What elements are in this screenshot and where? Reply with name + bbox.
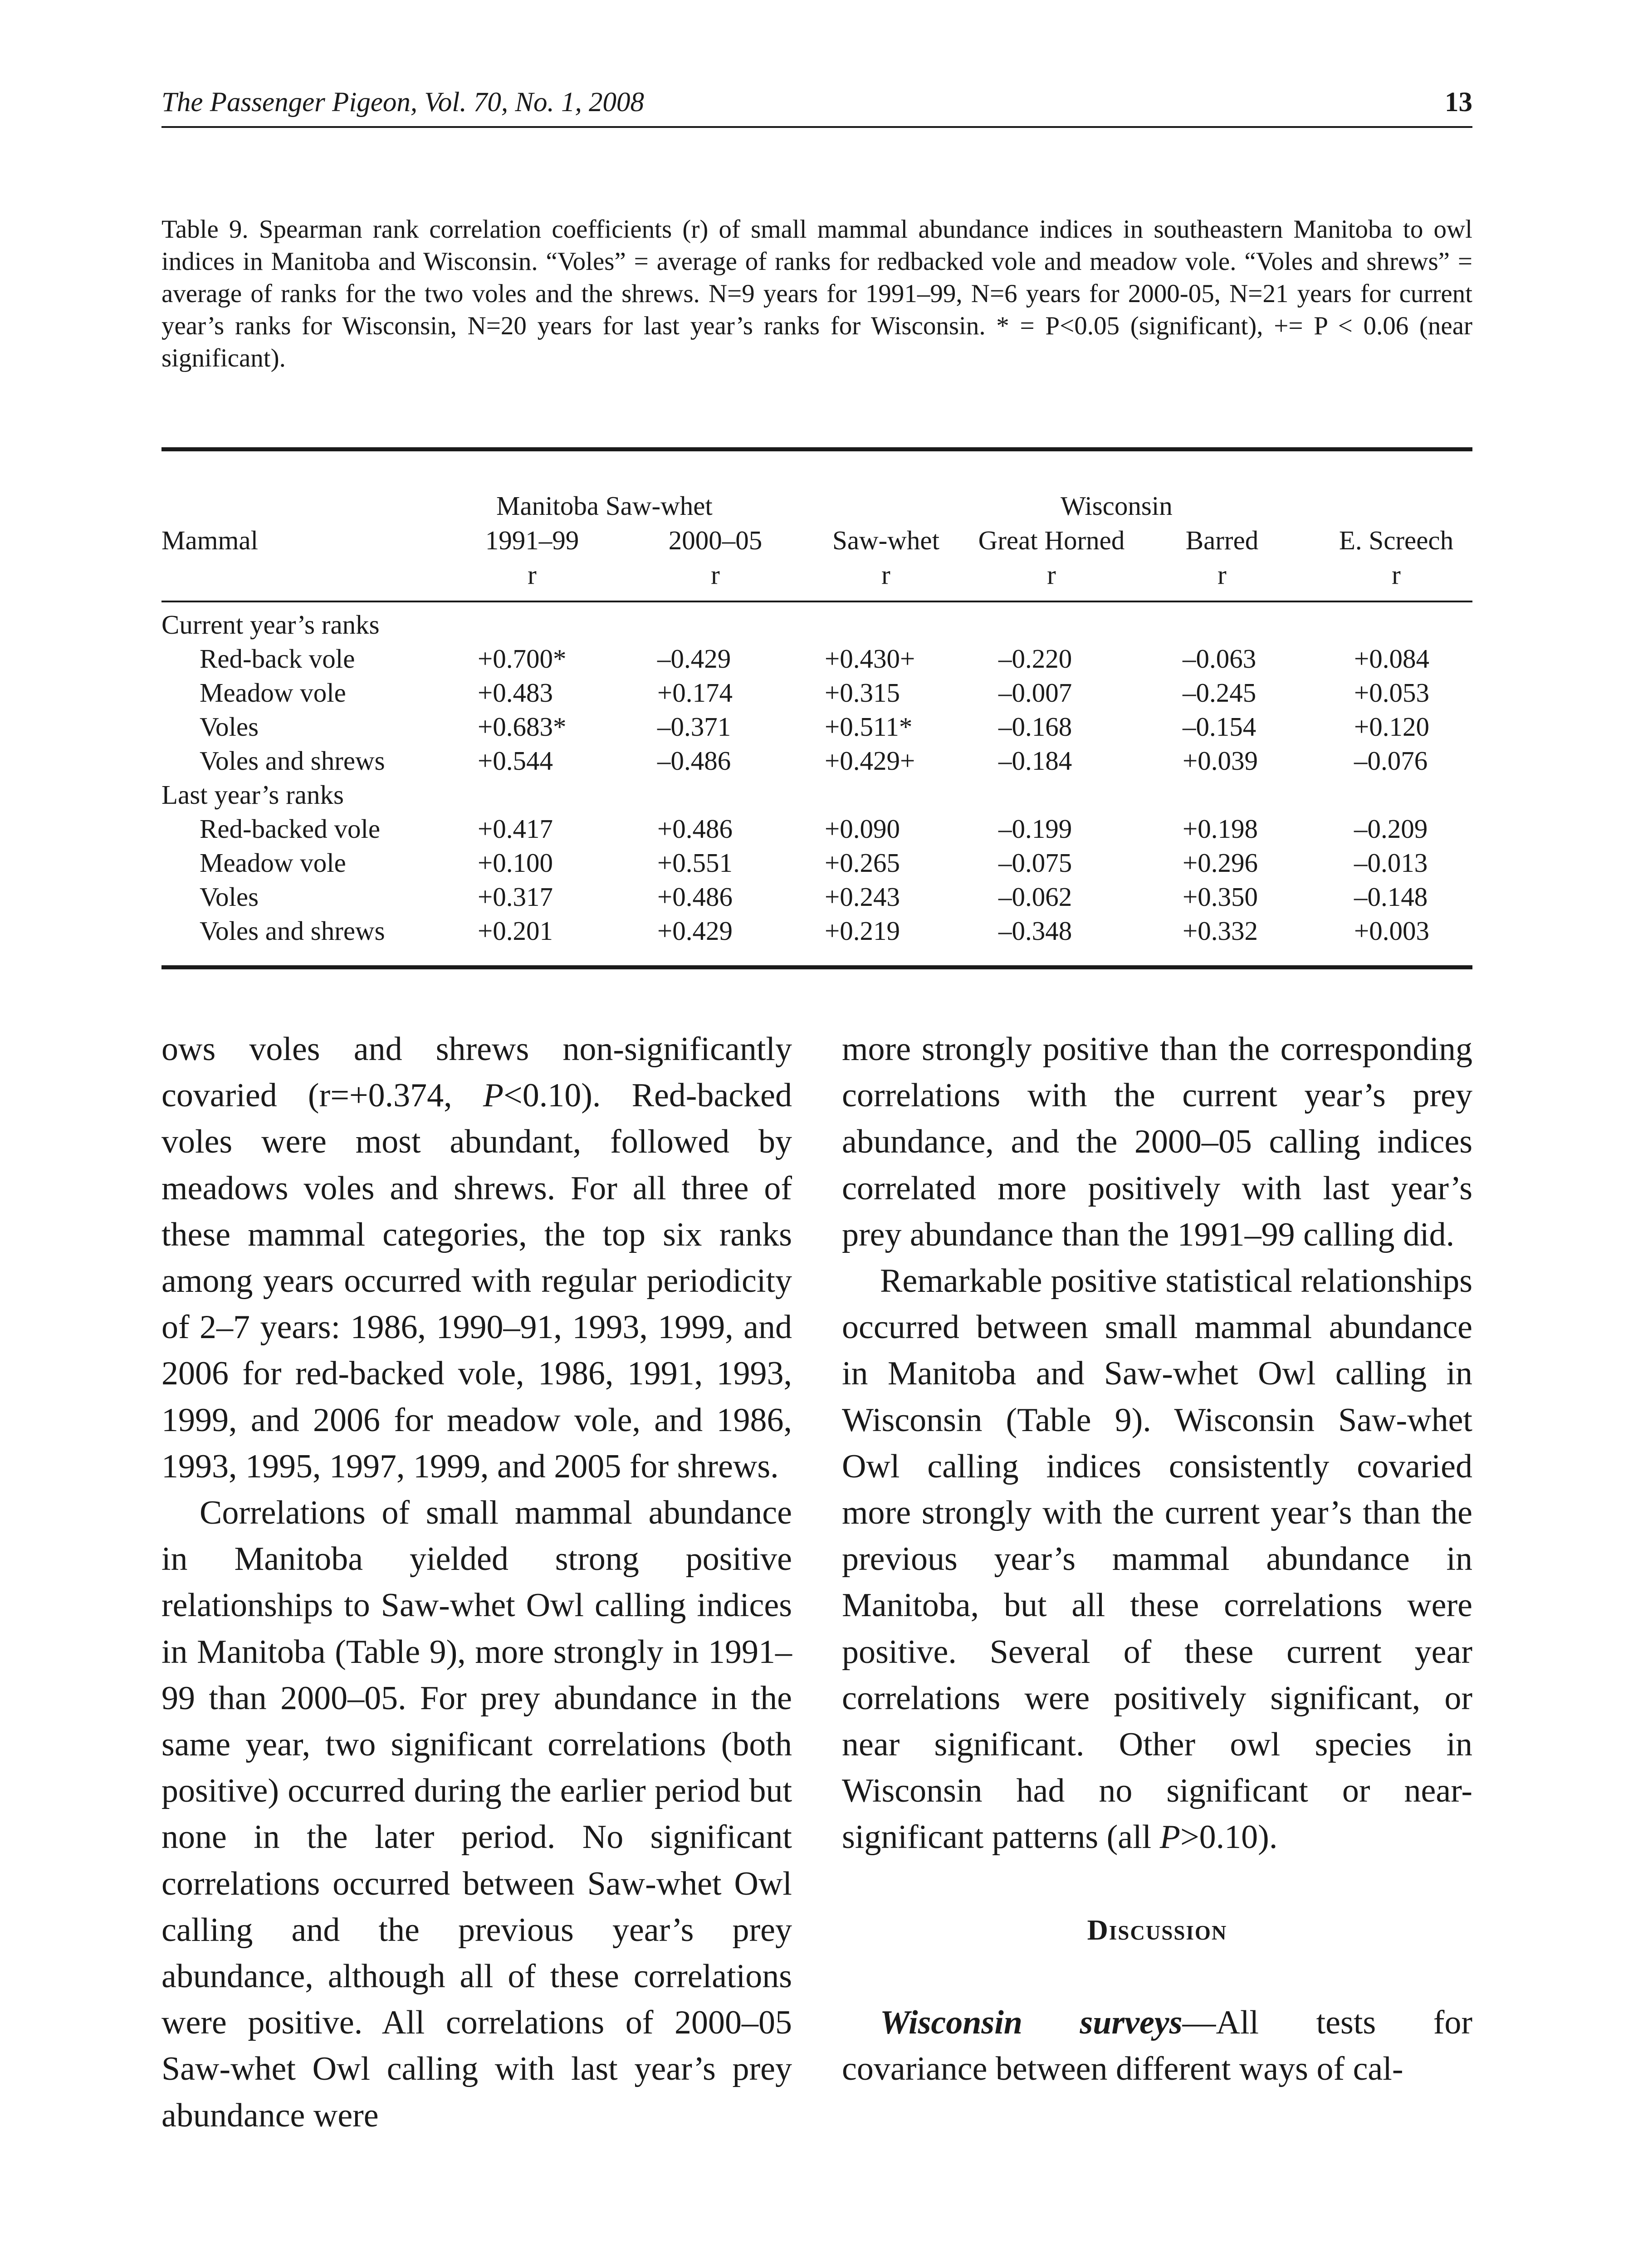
table-cell: +0.683* xyxy=(478,712,567,742)
table-cell: +0.429+ xyxy=(825,746,915,776)
section-label-current-year: Current year’s ranks xyxy=(161,610,380,640)
table-cell: +0.174 xyxy=(657,678,733,708)
row-label: Voles and shrews xyxy=(200,746,385,776)
table-cell: +0.511* xyxy=(825,712,913,742)
table-cell: +0.084 xyxy=(1354,644,1430,674)
table-cell: –0.371 xyxy=(657,712,731,742)
table-cell: +0.350 xyxy=(1183,882,1258,912)
r-label-col4: r xyxy=(1047,560,1056,590)
column-header-mammal: Mammal xyxy=(161,525,259,555)
row-label: Red-backed vole xyxy=(200,814,381,844)
table-cell: –0.184 xyxy=(998,746,1072,776)
table-cell: +0.243 xyxy=(825,882,900,912)
row-label: Red-back vole xyxy=(200,644,355,674)
text-run: <0.10). Red-backed voles were most abundant, followed by meadows voles and shrews. For all three of these mammal categories, the top six ranks among years occurred with regular periodicity of 2–7 years: 1986, 1990–91, 1993, 1999, and 2006 for red-backed vole, 1986, 1991, 1993, 1999, and 2006 for meadow vole, and 1986, 1993, 1995, 1997, 1999, and 2005 for shrews. xyxy=(161,1077,792,1485)
italic-p-value-symbol: P xyxy=(483,1077,504,1114)
group-header-manitoba: Manitoba Saw-whet xyxy=(496,491,713,521)
r-label-col2: r xyxy=(711,560,720,590)
table-row xyxy=(161,846,1472,880)
table-cell: –0.209 xyxy=(1354,814,1428,844)
row-label: Meadow vole xyxy=(200,848,346,878)
table-cell: +0.417 xyxy=(478,814,553,844)
table-cell: +0.201 xyxy=(478,916,553,946)
body-paragraph xyxy=(842,1999,1472,2092)
group-header-wisconsin: Wisconsin xyxy=(1061,491,1173,521)
page-number: 13 xyxy=(1445,87,1472,117)
table-cell: +0.429 xyxy=(657,916,733,946)
section-label-last-year: Last year’s ranks xyxy=(161,780,344,810)
table-cell: +0.219 xyxy=(825,916,900,946)
journal-citation: The Passenger Pigeon, Vol. 70, No. 1, 2008 xyxy=(161,87,645,117)
table-bottom-rule xyxy=(161,965,1472,969)
table-row xyxy=(161,812,1472,846)
running-head xyxy=(161,86,1472,128)
table-cell: +0.053 xyxy=(1354,678,1430,708)
table-cell: –0.007 xyxy=(998,678,1072,708)
table-cell: –0.075 xyxy=(998,848,1072,878)
table-cell: –0.154 xyxy=(1183,712,1257,742)
row-label: Voles xyxy=(200,712,259,742)
column-header-2000-05: 2000–05 xyxy=(668,525,763,555)
table-cell: +0.039 xyxy=(1183,746,1258,776)
column-header-1991-99: 1991–99 xyxy=(485,525,579,555)
section-heading-discussion: Discussion xyxy=(1087,1913,1227,1946)
table-cell: +0.296 xyxy=(1183,848,1258,878)
table-row xyxy=(161,710,1472,744)
body-column-left xyxy=(161,1026,792,2139)
table-cell: +0.483 xyxy=(478,678,553,708)
table-cell: +0.332 xyxy=(1183,916,1258,946)
table-cell: +0.544 xyxy=(478,746,553,776)
table-cell: +0.317 xyxy=(478,882,553,912)
table-cell: +0.486 xyxy=(657,882,733,912)
table-row xyxy=(161,676,1472,710)
table-header-rule xyxy=(161,601,1472,602)
table-cell: +0.551 xyxy=(657,848,733,878)
table-cell: –0.013 xyxy=(1354,848,1428,878)
r-label-col3: r xyxy=(881,560,890,590)
table-caption: Table 9. Spearman rank correlation coefficients (r) of small mammal abundance indices in southeastern Manitoba to owl indices in Manitoba and Wisconsin. “Voles” = average of ranks for redbacked vole and meadow vole. “Voles and shrews” = average of ranks for the two voles and the shrews. N=9 years for 1991–99, N=6 years for 2000-05, N=21 years for current year’s ranks for Wisconsin, N=20 years for last year’s ranks for Wisconsin. * = P<0.05 (significant), += P < 0.06 (near significant). xyxy=(161,215,1472,372)
text-run: >0.10). xyxy=(1180,1818,1278,1856)
table-cell: –0.063 xyxy=(1183,644,1257,674)
table-cell: –0.148 xyxy=(1354,882,1428,912)
text-run: ows voles and shrews non-significantly covaried (r=+0.374, xyxy=(161,1031,792,1114)
table-cell: +0.315 xyxy=(825,678,900,708)
r-label-col5: r xyxy=(1217,560,1227,590)
row-label: Meadow vole xyxy=(200,678,346,708)
column-header-great-horned: Great Horned xyxy=(978,525,1125,555)
r-label-col6: r xyxy=(1392,560,1401,590)
column-header-saw-whet: Saw-whet xyxy=(832,525,939,555)
table-row xyxy=(161,744,1472,778)
column-header-e-screech: E. Screech xyxy=(1339,525,1454,555)
body-paragraph xyxy=(161,1026,792,1490)
r-label-col1: r xyxy=(528,560,537,590)
table-cell: –0.348 xyxy=(998,916,1072,946)
text-run: —All tests for covariance between different ways of cal- xyxy=(842,2004,1472,2087)
table-body xyxy=(161,608,1472,948)
table-cell: –0.076 xyxy=(1354,746,1428,776)
body-paragraph: Correlations of small mammal abundance in Manitoba yielded strong positive relationships to Saw-whet Owl calling indices in Manitoba (Table 9), more strongly in 1991–99 than 2000–05. For prey abundance in the same year, two significant correlations (both positive) occurred during the earlier period but none in the later period. No significant correlations occurred between Saw-whet Owl calling and the previous year’s prey abundance, although all of these correlations were positive. All correlations of 2000–05 Saw-whet Owl calling with last year’s prey abundance were xyxy=(161,1494,792,2134)
table-cell: +0.265 xyxy=(825,848,900,878)
table-row xyxy=(161,642,1472,676)
table-cell: –0.199 xyxy=(998,814,1072,844)
table-cell: +0.090 xyxy=(825,814,900,844)
table-cell: –0.168 xyxy=(998,712,1072,742)
table-cell: –0.486 xyxy=(657,746,731,776)
table-cell: +0.700* xyxy=(478,644,567,674)
table-cell: –0.429 xyxy=(657,644,731,674)
table-row xyxy=(161,914,1472,948)
table-cell: +0.003 xyxy=(1354,916,1430,946)
italic-p-value-symbol: P xyxy=(1159,1818,1180,1856)
table-cell: +0.100 xyxy=(478,848,553,878)
text-run: Remarkable positive statistical relationships occurred between small mammal abundance in Manitoba and Saw-whet Owl calling in Wisconsin (Table 9). Wisconsin Saw-whet Owl calling indices consistently covaried more strongly with the current year’s than the previous year’s mammal abundance in Manitoba, but all these correlations were positive. Several of these current year correlations were positively significant, or near significant. Other owl species in Wisconsin had no significant or near-significant patterns (all xyxy=(842,1262,1472,1856)
body-paragraph xyxy=(842,1258,1472,1861)
table-cell: +0.198 xyxy=(1183,814,1258,844)
table-cell: –0.245 xyxy=(1183,678,1257,708)
table-cell: +0.430+ xyxy=(825,644,915,674)
column-header-barred: Barred xyxy=(1185,525,1259,555)
table-cell: +0.120 xyxy=(1354,712,1430,742)
body-column-right xyxy=(842,1026,1472,2092)
run-in-heading: Wisconsin surveys xyxy=(880,2004,1183,2041)
table-cell: –0.062 xyxy=(998,882,1072,912)
row-label: Voles xyxy=(200,882,259,912)
table-row xyxy=(161,880,1472,914)
table-cell: +0.486 xyxy=(657,814,733,844)
body-paragraph: more strongly positive than the corresponding correlations with the current year’s prey abundance, and the 2000–05 calling indices correlated more positively with last year’s prey abundance than the 1991–99 calling did. xyxy=(842,1031,1472,1253)
table-top-rule xyxy=(161,447,1472,451)
table-cell: –0.220 xyxy=(998,644,1072,674)
row-label: Voles and shrews xyxy=(200,916,385,946)
